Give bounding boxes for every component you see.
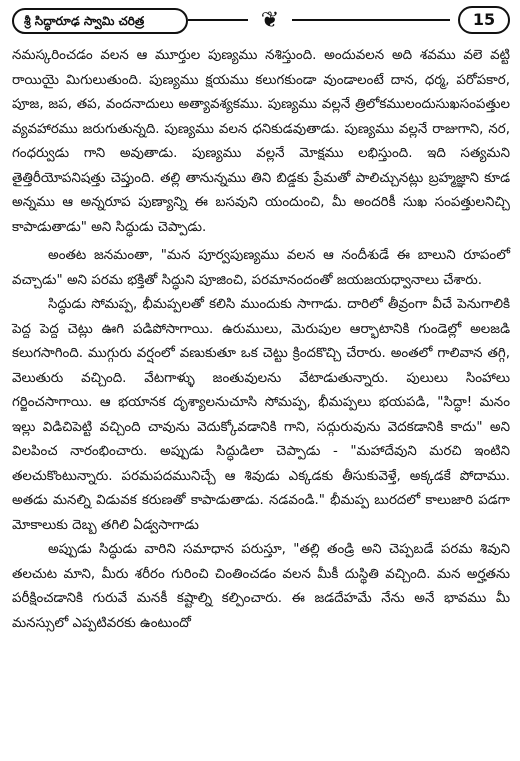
page-number: 15 [458,6,510,34]
paragraph-2: అంతట జనమంతా, "మన పూర్వపుణ్యము వలన ఆ నందీశుడే ఈ బాలుని రూపంలో వచ్చాడు" అని పరమ భక్తితో సిద్ధుని పూజించి, పరమానందంతో జయజయధ్వానాలు చేశారు. [12,248,510,288]
ornament-icon: ❦ [248,6,292,36]
body-text [12,44,510,636]
running-title: శ్రీ సిద్ధారూఢ స్వామి చరిత్ర [12,8,188,34]
page-header [12,6,510,38]
header-rule [188,19,450,21]
paragraph-1: నమస్కరించడం వలన ఆ మూర్తుల పుణ్యము నశిస్తుంది. అందువలన అది శవము వలె వట్టి రాయియై మిగులుతుంది. పుణ్యము క్షయము కలుగకుండా వుండాలంటే దాన, ధర్మ, పరోపకార, పూజ, జప, తప, వందనాదులు అత్యావశ్యకము. పుణ్యము వల్లనే త్రిలోకములందుసుఖసంపత్తుల వ్యవహారము జరుగుతున్నది. పుణ్యము వలన ధనికుడవుతాడు. పుణ్యము వల్లనే రాజుగాని, నర, గంధర్వుడు గాని అవుతాడు. పుణ్యము వల్లనే మోక్షము లభిస్తుంది. ఇది సత్యమని తైత్తిరీయోపనిషత్తు చెప్తుంది. తల్లి తానున్నము తిని బిడ్డకు ప్రేమతో పాలిచ్చునట్లు బ్రహ్మజ్ఞాని కూడ అన్నము ఆ అన్నరూప పుణ్యాన్ని ఈ బసవుని యందుంచి, మీ అందరికీ సుఖ సంపత్తులనిచ్చి కాపాడుతాడు" అని సిద్ధుడు చెప్పాడు. [12,48,510,235]
paragraph-4: అప్పుడు సిద్ధుడు వారిని సమాధాన పరుస్తూ, "తల్లి తండ్రి అని చెప్పబడే పరమ శివుని తలచుట మాని, మీరు శరీరం గురించి చింతించడం వలన మీకీ దుస్థితి వచ్చింది. మన అర్హతను పరీక్షించడానికి గురువే మనకీ కష్టాల్ని కల్పించారు. ఈ జడదేహమే నేను అనే భావము మీ మనస్సులో ఎప్పటివరకు ఉంటుందో [12,542,510,631]
paragraph-3: సిద్ధుడు సోమప్ప, భీమప్పలతో కలిసి ముందుకు సాగాడు. దారిలో తీవ్రంగా వీచే పెనుగాలికి పెద్ద పెద్ద చెట్లు ఊగి పడిపోసాగాయి. ఉరుములు, మెరుపుల ఆర్భాటానికి గుండెల్లో అలజడి కలుగసాగింది. ముగ్గురు వర్షంలో వణుకుతూ ఒక చెట్టు క్రిందకొచ్చి చేరారు. అంతలో గాలివాన తగ్గి, వెలుతురు వచ్చింది. వేటగాళ్ళు జంతువులను వేటాడుతున్నారు. పులులు సింహాలు గర్జించసాగాయి. ఆ భయానక దృశ్యాలనుచూసి సోమప్ప, భీమప్పలు భయపడి, "సిద్ధా! మనం ఇల్లు విడిచిపెట్టి వచ్చింది చావును వెదుక్కోవడానికి గాని, సద్గురువును వెదకడానికి కాదు" అని విలపించ నారంభించారు. అప్పుడు సిద్ధుడిలా చెప్పాడు - "మహాదేవుని మరచి ఇంటిని తలచుకొంటున్నారు. పరమపదమునిచ్చే ఆ శివుడు ఎక్కడకు తీసుకువెళ్తే, అక్కడకే పోదాము. అతడు మనల్ని విడువక కరుణతో కాపాడుతాడు. నడవండి." భీమప్ప బురదలో కాలుజారి పడగా మోకాలుకు దెబ్బ తగిలి ఏడ్వసాగాడు [12,297,510,533]
